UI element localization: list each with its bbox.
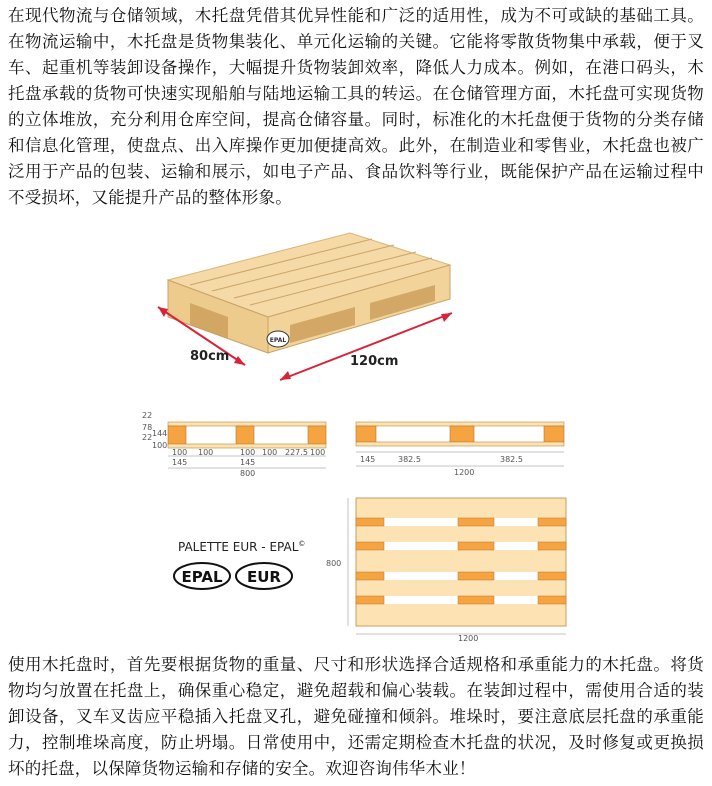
usage-paragraph: 使用木托盘时，首先要根据货物的重量、尺寸和形状选择合适规格和承重能力的木托盘。将货物均匀放置在托盘上，确保重心稳定，避免超载和偏心装载。在装卸过程中，需使用合适的装卸设备，叉车叉齿应平稳插入托盘叉孔，避免碰撞和倾斜。堆垛时，要注意底层托盘的承重能力，控制堆垛高度，防止坍塌。日常使用中，还需定期检查木托盘的状况，及时修复或更换损坏的托盘，以保障货物运输和存储的安全。欢迎咨询伟华木业！ <box>8 655 704 778</box>
dim-long-3: 382.5 <box>500 455 523 464</box>
dim-plan-width: 800 <box>326 559 342 568</box>
dim-height-5: 144 <box>152 429 168 438</box>
dim-plan-length: 1200 <box>458 634 479 642</box>
dim-long-2: 382.5 <box>398 455 421 464</box>
length-label: 120cm <box>350 354 399 369</box>
intro-paragraph: 在现代物流与仓储领域，木托盘凭借其优异性能和广泛的适用性，成为不可或缺的基础工具。在物流运输中，木托盘是货物集装化、单元化运输的关键。它能将零散货物集中承载，便于叉车、起重机等装卸设备操作，大幅提升货物装卸效率，降低人力成本。例如，在港口码头，木托盘承载的货物可快速实现船舶与陆地运输工具的转运。在仓储管理方面，木托盘可实现货物的立体堆放，充分利用仓库空间，提高仓储容量。同时，标准化的木托盘便于货物的分类存储和信息化管理，使盘点、出入库操作更加便捷高效。此外，在制造业和零售业，木托盘也被广泛用于产品的包装、运输和展示，如电子产品、食品饮料等行业，既能保护产品在运输过程中不受损坏，又能提升产品的整体形象。 <box>8 6 704 207</box>
dim-height-2: 78 <box>142 423 153 432</box>
dim-side-5: 100 <box>262 448 278 457</box>
dim-long-1: 145 <box>360 455 376 464</box>
width-label: 80cm <box>190 349 230 364</box>
epal-logo-text: EPAL <box>181 568 223 586</box>
dim-side-4: 100 <box>240 448 256 457</box>
dim-height-1: 22 <box>142 411 153 420</box>
stamp-text: EPAL <box>269 337 287 344</box>
logos <box>172 560 296 592</box>
palette-title-text: PALETTE EUR - EPAL <box>178 540 299 554</box>
dim-side-6: 145 <box>240 458 256 467</box>
side-view-drawing <box>140 408 330 478</box>
pallet-photo <box>150 225 462 390</box>
palette-title: PALETTE EUR - EPAL© <box>178 540 306 554</box>
dim-side-7: 227.5 <box>285 448 308 457</box>
dim-height-4: 100 <box>152 441 168 450</box>
dim-side-8: 100 <box>310 448 326 457</box>
dim-long-total: 1200 <box>454 468 475 477</box>
eur-logo-text: EUR <box>247 568 281 586</box>
dim-side-total: 800 <box>240 469 256 478</box>
plan-view-drawing <box>318 492 568 642</box>
dim-side-2: 100 <box>198 448 214 457</box>
dim-side-1: 100 <box>172 448 188 457</box>
dim-height-3: 22 <box>142 433 153 442</box>
long-view-drawing <box>350 412 568 478</box>
dim-side-3: 145 <box>172 458 188 467</box>
